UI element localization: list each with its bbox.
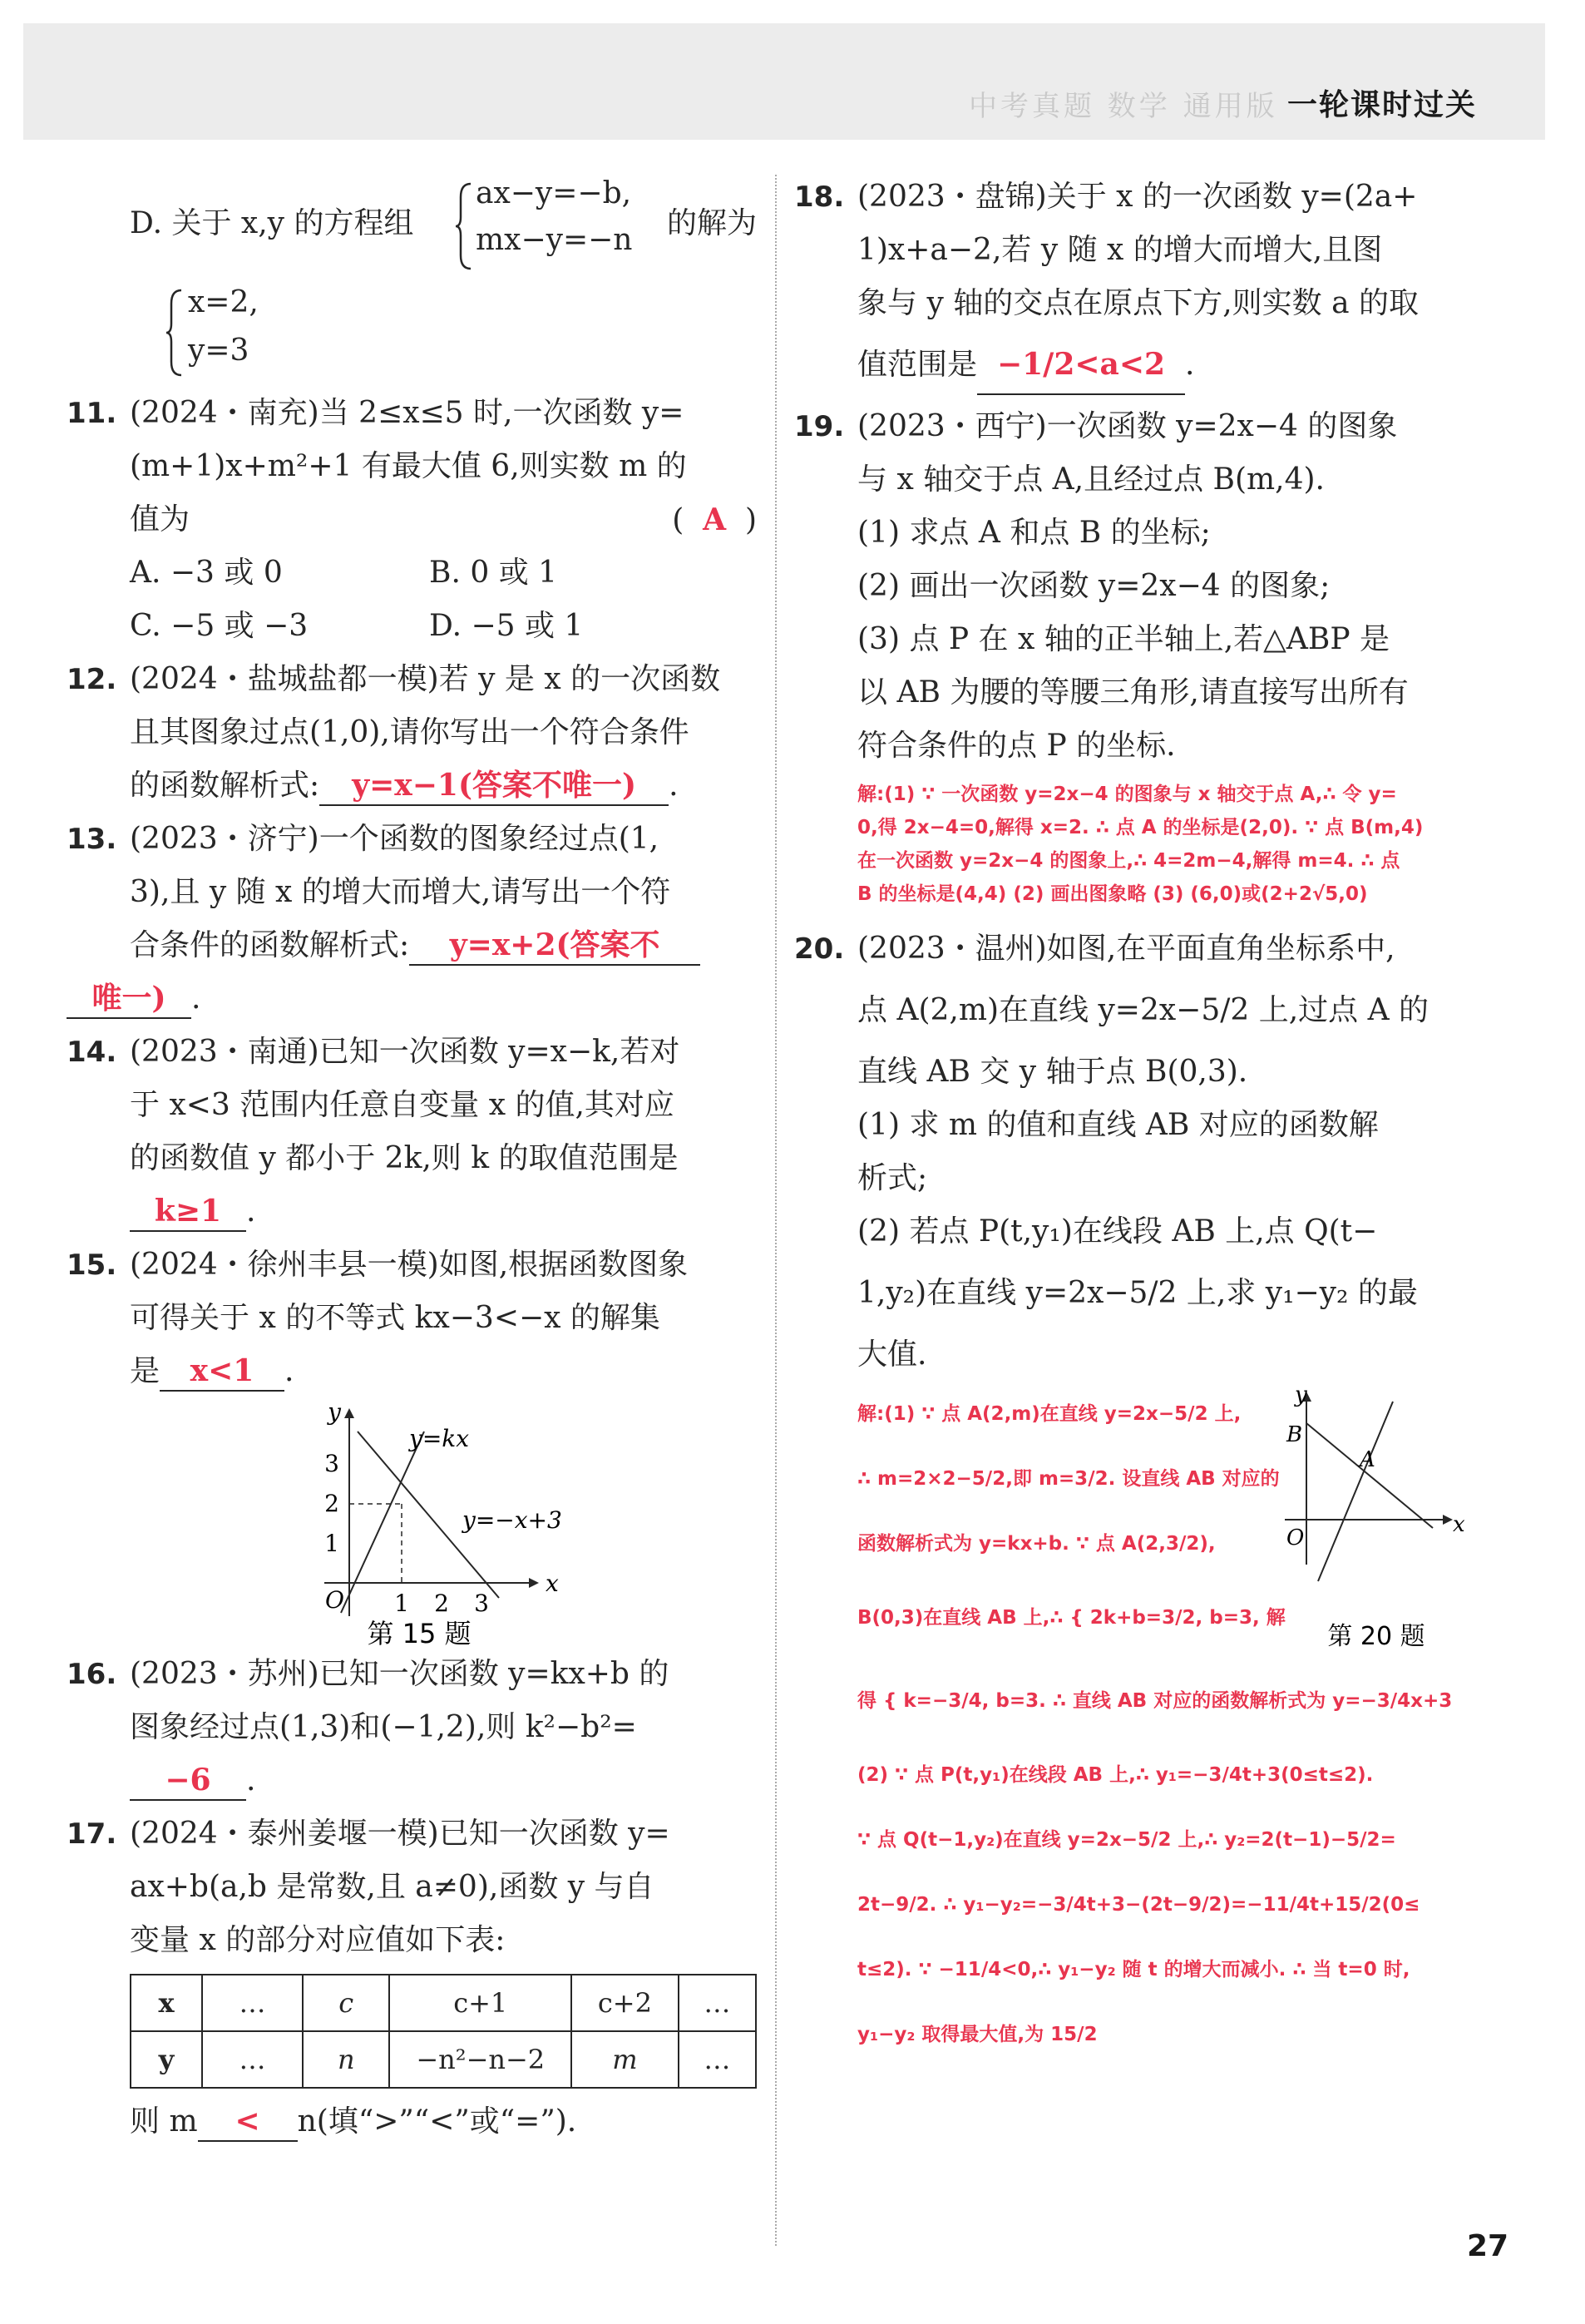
q15-tick-x-1: 1 — [394, 1590, 409, 1617]
q17-cell-x-2: c — [303, 1975, 389, 2031]
q17-cell-x-5: … — [679, 1975, 756, 2031]
q14-line1: (2023・南通)已知一次函数 y=x−k,若对 — [130, 1035, 680, 1069]
q20-solution-line2: ∴ m=2×2−5/2,即 m=3/2. 设直线 AB 对应的 — [857, 1468, 1280, 1490]
column-divider — [775, 175, 777, 2246]
q12-number: 12. — [67, 663, 117, 696]
q15-origin: O — [325, 1586, 344, 1614]
q11-choice-a: A. −3 或 0 — [130, 556, 283, 590]
q20-line1: (2023・温州)如图,在平面直角坐标系中, — [857, 932, 1395, 966]
q11-choice-b: B. 0 或 1 — [429, 556, 558, 590]
q20-line2: 点 A(2,m)在直线 y=2x−5/2 上,过点 A 的 — [857, 993, 1429, 1027]
q13-number: 13. — [67, 823, 117, 856]
q11-number: 11. — [67, 397, 117, 430]
q20-solution-line7: ∵ 点 Q(t−1,y₂)在直线 y=2x−5/2 上,∴ y₂=2(t−1)−5/2= — [857, 1829, 1396, 1851]
q20-label-b: B — [1286, 1422, 1303, 1447]
q15-answer: x<1 — [160, 1352, 284, 1392]
q15-tick-y-2: 2 — [324, 1490, 339, 1517]
q20-x-arrow — [1443, 1515, 1453, 1525]
q15-line3: 是 — [130, 1354, 160, 1388]
q15-graph — [67, 1398, 757, 1648]
q10d-text: D. 关于 x,y 的方程组 — [130, 206, 414, 240]
q17-cell-x-0: x — [131, 1975, 202, 2031]
q18-line3: 象与 y 轴的交点在原点下方,则实数 a 的取 — [857, 286, 1420, 320]
q14-number: 14. — [67, 1036, 117, 1069]
q19-solution-line2: 0,得 2x−4=0,解得 x=2. ∴ 点 A 的坐标是(2,0). ∵ 点 B(m,4) — [857, 817, 1424, 838]
q15-tick-x-3: 3 — [474, 1590, 489, 1617]
q13-answer-part1: y=x+2(答案不 — [409, 926, 700, 966]
q19-solution-line4: B 的坐标是(4,4) (2) 画出图象略 (3) (6,0)或(2+2√5,0) — [857, 883, 1368, 905]
q15-tick-x-2: 2 — [434, 1590, 449, 1617]
q14-answer: k≥1 — [130, 1192, 246, 1232]
q18-line1: (2023・盘锦)关于 x 的一次函数 y=(2a+ — [857, 180, 1418, 214]
q15-x-arrow — [529, 1578, 539, 1588]
q11-answer: A — [703, 502, 727, 537]
q10d-solution-x: x=2, — [188, 285, 259, 319]
q11-choice-d: D. −5 或 1 — [429, 609, 584, 643]
q20-part1-line2: 析式; — [857, 1161, 928, 1195]
q20-line-ab — [1306, 1423, 1433, 1528]
question-11 — [67, 387, 757, 653]
q20-solution-line5: 得 { k=−3/4, b=3. ∴ 直线 AB 对应的函数解析式为 y=−3/4x+3 — [857, 1690, 1453, 1712]
q16-number: 16. — [67, 1658, 117, 1691]
q20-line-y-eq-2x-minus-5-2 — [1318, 1402, 1393, 1581]
q15-label-neg-x-plus-3: y=−x+3 — [462, 1506, 562, 1534]
q13-answer-part2: 唯一) — [67, 979, 191, 1019]
q16-line1: (2023・苏州)已知一次函数 y=kx+b 的 — [130, 1657, 669, 1691]
q15-tick-y-1: 1 — [324, 1530, 339, 1557]
q11-choice-c: C. −5 或 −3 — [130, 609, 309, 643]
q19-part3-line3: 符合条件的点 P 的坐标. — [857, 729, 1176, 763]
q16-answer: −6 — [130, 1761, 246, 1801]
q10d-brace — [454, 180, 474, 272]
question-14: 14. (2023・南通)已知一次函数 y=x−k,若对 于 x<3 范围内任意自变量 x 的值,其对应 的函数值 y 都小于 2k,则 k 的取值范围是 k≥1 . — [67, 1026, 757, 1239]
q20-figure — [1276, 1382, 1468, 1656]
q17-cell-x-3: c+1 — [389, 1975, 571, 2031]
q11-line1: (2024・南充)当 2≤x≤5 时,一次函数 y= — [130, 396, 684, 430]
page-number: 27 — [1467, 2229, 1509, 2263]
q13-line2: 3),且 y 随 x 的增大而增大,请写出一个符 — [130, 875, 671, 909]
q19-solution-line3: 在一次函数 y=2x−4 的图象上,∴ 4=2m−4,解得 m=4. ∴ 点 — [857, 850, 1400, 872]
question-17 — [67, 1807, 757, 2148]
q14-line3: 的函数值 y 都小于 2k,则 k 的取值范围是 — [130, 1141, 679, 1175]
q20-part2-line3: 大值. — [857, 1338, 927, 1372]
question-12: 12. (2024・盐城盐都一模)若 y 是 x 的一次函数 且其图象过点(1,0),请你写出一个符合条件 的函数解析式: y=x−1(答案不唯一) . — [67, 653, 757, 813]
q18-line4: 值范围是 — [857, 348, 978, 382]
question-13: 13. (2023・济宁)一个函数的图象经过点(1, 3),且 y 随 x 的增大而增大,请写出一个符 合条件的函数解析式: y=x+2(答案不 唯一) . — [67, 813, 757, 1026]
q10d-solution-y: y=3 — [188, 334, 249, 368]
q15-line-y-eq-kx — [341, 1431, 424, 1613]
q18-answer: −1/2<a<2 — [977, 335, 1185, 395]
q20-solution-line1: 解:(1) ∵ 点 A(2,m)在直线 y=2x−5/2 上, — [857, 1403, 1242, 1425]
q11-answer-bracket: ( A ) — [672, 502, 757, 537]
q17-line1: (2024・泰州姜堰一模)已知一次函数 y= — [130, 1817, 670, 1851]
q20-caption: 第 20 题 — [1327, 1622, 1425, 1651]
q20-label-a: A — [1360, 1447, 1375, 1472]
q20-axis-x-label: x — [1453, 1512, 1465, 1537]
q15-axis-y-label: y — [328, 1398, 341, 1426]
q10d-solution-brace — [165, 287, 185, 378]
q12-line1: (2024・盐城盐都一模)若 y 是 x 的一次函数 — [130, 662, 721, 696]
q15-line1: (2024・徐州丰县一模)如图,根据函数图象 — [130, 1248, 689, 1282]
right-column — [794, 171, 1484, 2213]
question-10-option-d — [67, 171, 757, 387]
q17-number: 17. — [67, 1817, 117, 1851]
q17-tail-post: n(填“>”“<”或“=”). — [297, 2104, 577, 2139]
q20-solution-area — [794, 1382, 1484, 2213]
q20-origin: O — [1286, 1525, 1305, 1550]
q20-solution-line6: (2) ∵ 点 P(t,y₁)在线段 AB 上,∴ y₁=−3/4t+3(0≤t≤2). — [857, 1764, 1374, 1786]
q20-axis-y-label: y — [1295, 1382, 1307, 1407]
q20-solution-line8: 2t−9/2. ∴ y₁−y₂=−3/4t+3−(2t−9/2)=−11/4t+15/2(0≤ — [857, 1894, 1420, 1916]
q15-number: 15. — [67, 1249, 117, 1282]
header-faint-text: 中考真题 数学 通用版 — [969, 90, 1278, 123]
q19-part2: (2) 画出一次函数 y=2x−4 的图象; — [857, 569, 1331, 603]
q20-solution-line9: t≤2). ∵ −11/4<0,∴ y₁−y₂ 随 t 的增大而减小. ∴ 当 t=0 时, — [857, 1959, 1410, 1980]
q19-part3-line1: (3) 点 P 在 x 轴的正半轴上,若△ABP 是 — [857, 622, 1390, 656]
q10d-tail: 的解为 — [667, 206, 758, 240]
q12-line2: 且其图象过点(1,0),请你写出一个符合条件 — [130, 715, 689, 749]
q19-number: 19. — [794, 410, 845, 443]
header-title: 一轮课时过关 — [1286, 88, 1477, 122]
q12-answer: y=x−1(答案不唯一) — [319, 766, 669, 806]
question-18: 18. (2023・盘锦)关于 x 的一次函数 y=(2a+ 1)x+a−2,若 y 随 x 的增大而增大,且图 象与 y 轴的交点在原点下方,则实数 a 的取 值范围是 −1/2<a<2 . — [794, 171, 1484, 400]
q13-line3: 合条件的函数解析式: — [130, 928, 410, 962]
q18-line2: 1)x+a−2,若 y 随 x 的增大而增大,且图 — [857, 233, 1383, 267]
q19-line2: 与 x 轴交于点 A,且经过点 B(m,4). — [857, 462, 1325, 497]
q20-line3: 直线 AB 交 y 轴于点 B(0,3). — [857, 1055, 1248, 1089]
q20-part2-line2: 1,y₂)在直线 y=2x−5/2 上,求 y₁−y₂ 的最 — [857, 1276, 1418, 1310]
q17-cell-y-2: n — [303, 2031, 389, 2088]
q15-axis-x-label: x — [546, 1570, 559, 1597]
q17-value-table — [130, 1974, 757, 2089]
q20-number: 20. — [794, 932, 845, 966]
left-column — [67, 171, 757, 2148]
q17-line3: 变量 x 的部分对应值如下表: — [130, 1923, 506, 1957]
q17-cell-y-3: −n²−n−2 — [389, 2031, 571, 2088]
q12-line3: 的函数解析式: — [130, 769, 320, 803]
q17-line2: ax+b(a,b 是常数,且 a≠0),函数 y 与自 — [130, 1870, 654, 1904]
q15-y-arrow — [344, 1408, 354, 1418]
q17-cell-y-5: … — [679, 2031, 756, 2088]
question-15: 15. (2024・徐州丰县一模)如图,根据函数图象 可得关于 x 的不等式 kx−3<−x 的解集 是 x<1 . y x O 1 2 3 1 2 3 y=kx y=−x+3 第 15 题 — [67, 1239, 757, 1648]
q20-part2-line1: (2) 若点 P(t,y₁)在线段 AB 上,点 Q(t− — [857, 1214, 1378, 1249]
q17-tail-pre: 则 m — [130, 2104, 198, 2139]
q17-table-row-y — [131, 2031, 756, 2088]
q17-cell-y-0: y — [131, 2031, 202, 2088]
q20-solution-line3: 函数解析式为 y=kx+b. ∵ 点 A(2,3/2), — [857, 1533, 1216, 1555]
question-19 — [794, 400, 1484, 911]
q17-cell-y-4: m — [571, 2031, 679, 2088]
q15-line2: 可得关于 x 的不等式 kx−3<−x 的解集 — [130, 1301, 660, 1335]
question-16: 16. (2023・苏州)已知一次函数 y=kx+b 的 图象经过点(1,3)和(−1,2),则 k²−b²= −6 . — [67, 1648, 757, 1807]
q17-table-row-x — [131, 1975, 756, 2031]
q11-line3: 值为 — [130, 502, 190, 536]
q19-solution — [794, 778, 1484, 911]
q11-line2: (m+1)x+m²+1 有最大值 6,则实数 m 的 — [130, 449, 687, 483]
q16-line2: 图象经过点(1,3)和(−1,2),则 k²−b²= — [130, 1710, 637, 1744]
q20-solution-line4: B(0,3)在直线 AB 上,∴ { 2k+b=3/2, b=3, 解 — [857, 1607, 1286, 1629]
q19-part3-line2: 以 AB 为腰的等腰三角形,请直接写出所有 — [857, 675, 1409, 710]
q20-part1-line1: (1) 求 m 的值和直线 AB 对应的函数解 — [857, 1108, 1379, 1142]
q13-line1: (2023・济宁)一个函数的图象经过点(1, — [130, 822, 659, 856]
q17-cell-y-1: … — [202, 2031, 303, 2088]
q17-cell-x-1: … — [202, 1975, 303, 2031]
q20-solution-line10: y₁−y₂ 取得最大值,为 15/2 — [857, 2024, 1098, 2045]
q10d-system-eq2: mx−y=−n — [476, 223, 633, 257]
q17-answer: < — [198, 2102, 298, 2142]
q14-line2: 于 x<3 范围内任意自变量 x 的值,其对应 — [130, 1088, 674, 1122]
q15-figure — [67, 1398, 757, 1648]
q10d-system-eq1: ax−y=−b, — [476, 176, 632, 210]
q18-number: 18. — [794, 180, 845, 214]
q17-cell-x-4: c+2 — [571, 1975, 679, 2031]
q19-solution-line1: 解:(1) ∵ 一次函数 y=2x−4 的图象与 x 轴交于点 A,∴ 令 y= — [857, 784, 1397, 805]
q15-tick-y-3: 3 — [324, 1450, 339, 1477]
question-20 — [794, 922, 1484, 2213]
q15-label-kx: y=kx — [409, 1425, 470, 1452]
q15-caption: 第 15 题 — [367, 1618, 472, 1648]
header-tab-notch — [1545, 23, 1562, 140]
q19-part1: (1) 求点 A 和点 B 的坐标; — [857, 516, 1211, 550]
q19-line1: (2023・西宁)一次函数 y=2x−4 的图象 — [857, 409, 1398, 443]
